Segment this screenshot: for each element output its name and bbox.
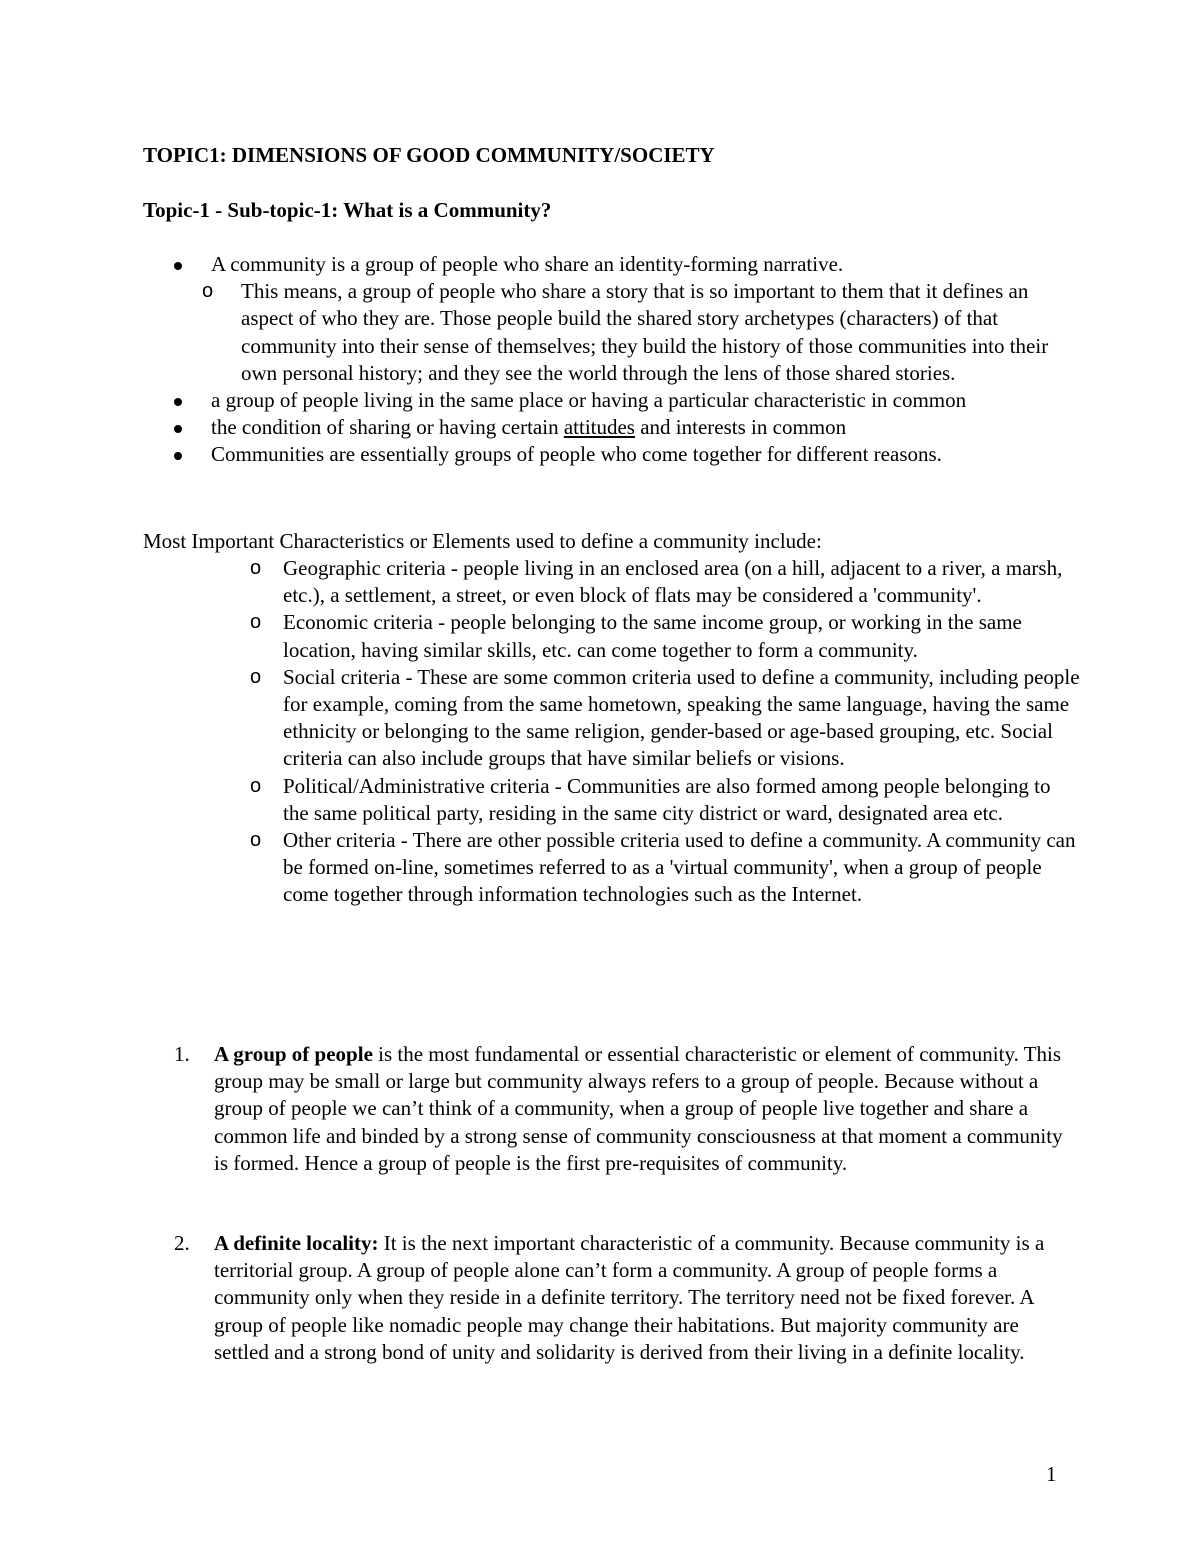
circle-bullet-icon: o <box>250 774 262 797</box>
numbered-item-text: is the most fundamental or essential characteristic or element of community. This group may be small or large but community always refers to a group of people. Because without a group of people we can’t think of a community, when a group of people live together and share a common life and binded by a strong sense of community consciousness at that moment a community is formed. Hence a group of people is the first pre-requisites of community. <box>214 1042 1063 1175</box>
characteristics-intro: Most Important Characteristics or Elements used to define a community include: <box>143 529 822 553</box>
definition-detail-text: This means, a group of people who share a story that is so important to them that it defines an aspect of who they are. Those people build the shared story archetypes (characters) of that community into their sense of themselves; they build the history of those communities into their own personal history; and they see the world through the lens of those shared stories. <box>241 279 1049 385</box>
page-title: TOPIC1: DIMENSIONS OF GOOD COMMUNITY/SOCIETY <box>143 143 715 167</box>
list-item <box>170 278 1070 387</box>
criteria-list <box>250 555 1080 909</box>
subtopic-heading: Topic-1 - Sub-topic-1: What is a Community? <box>143 198 552 222</box>
numbered-item-heading: A group of people <box>214 1042 373 1066</box>
definition-text: A community is a group of people who share an identity-forming narrative. <box>211 252 844 276</box>
criteria-text: Social criteria - These are some common criteria used to define a community, including people for example, coming from the same hometown, speaking the same language, having the same ethnicity or belonging to the same religion, gender-based or age-based grouping, etc. Social criteria can also include groups that have similar beliefs or visions. <box>283 664 1080 771</box>
circle-bullet-icon: o <box>250 557 262 579</box>
circle-bullet-icon: o <box>202 280 214 303</box>
definition-list <box>170 251 1070 469</box>
list-item <box>250 555 1080 609</box>
numbered-item-definite-locality <box>174 1230 1074 1366</box>
list-item <box>170 387 1070 414</box>
numbered-item-heading: A definite locality: <box>214 1231 379 1255</box>
circle-bullet-icon: o <box>250 611 262 634</box>
bullet-icon <box>174 262 182 270</box>
list-item <box>170 414 1070 441</box>
circle-bullet-icon: o <box>250 829 262 852</box>
numbered-item-body <box>214 1041 1074 1177</box>
page-number: 1 <box>1046 1462 1057 1486</box>
definition-text: and interests in common <box>634 415 847 440</box>
list-item <box>250 827 1080 909</box>
list-item <box>250 664 1080 773</box>
circle-bullet-icon: o <box>250 665 262 688</box>
list-item <box>250 609 1080 663</box>
criteria-text: Political/Administrative criteria - Communities are also formed among people belonging to the same political party, residing in the same city district or ward, designated area etc. <box>283 773 1051 825</box>
list-item <box>170 251 1070 278</box>
item-number: 2. <box>174 1231 190 1255</box>
item-number: 1. <box>174 1042 190 1066</box>
definition-text: Communities are essentially groups of people who come together for different reasons. <box>211 442 942 467</box>
criteria-text: Geographic criteria - people living in an enclosed area (on a hill, adjacent to a river, a marsh, etc.), a settlement, a street, or even block of flats may be considered a 'community'. <box>283 556 1063 608</box>
bullet-icon <box>174 398 182 406</box>
list-item <box>170 441 1070 468</box>
definition-text: the condition of sharing or having certain <box>211 415 564 440</box>
numbered-item-group-of-people <box>174 1041 1074 1177</box>
criteria-text: Economic criteria - people belonging to the same income group, or working in the same location, having similar skills, etc. can come together to form a community. <box>283 610 1022 662</box>
bullet-icon <box>174 425 182 433</box>
list-item <box>250 773 1080 827</box>
numbered-item-body <box>214 1230 1074 1366</box>
bullet-icon <box>174 452 182 460</box>
attitudes-link[interactable]: attitudes <box>563 415 635 440</box>
definition-text: a group of people living in the same place or having a particular characteristic in common <box>211 388 967 413</box>
criteria-text: Other criteria - There are other possible criteria used to define a community. A community can be formed on-line, sometimes referred to as a 'virtual community', when a group of people come together through information technologies such as the Internet. <box>283 828 1076 907</box>
numbered-item-text: It is the next important characteristic of a community. Because community is a territorial group. A group of people alone can’t form a community. A group of people forms a community only when they reside in a definite territory. The territory need not be fixed forever. A group of people like nomadic people may change their habitations. But majority community are settled and a strong bond of unity and solidarity is derived from their living in a definite locality. <box>214 1231 1045 1364</box>
